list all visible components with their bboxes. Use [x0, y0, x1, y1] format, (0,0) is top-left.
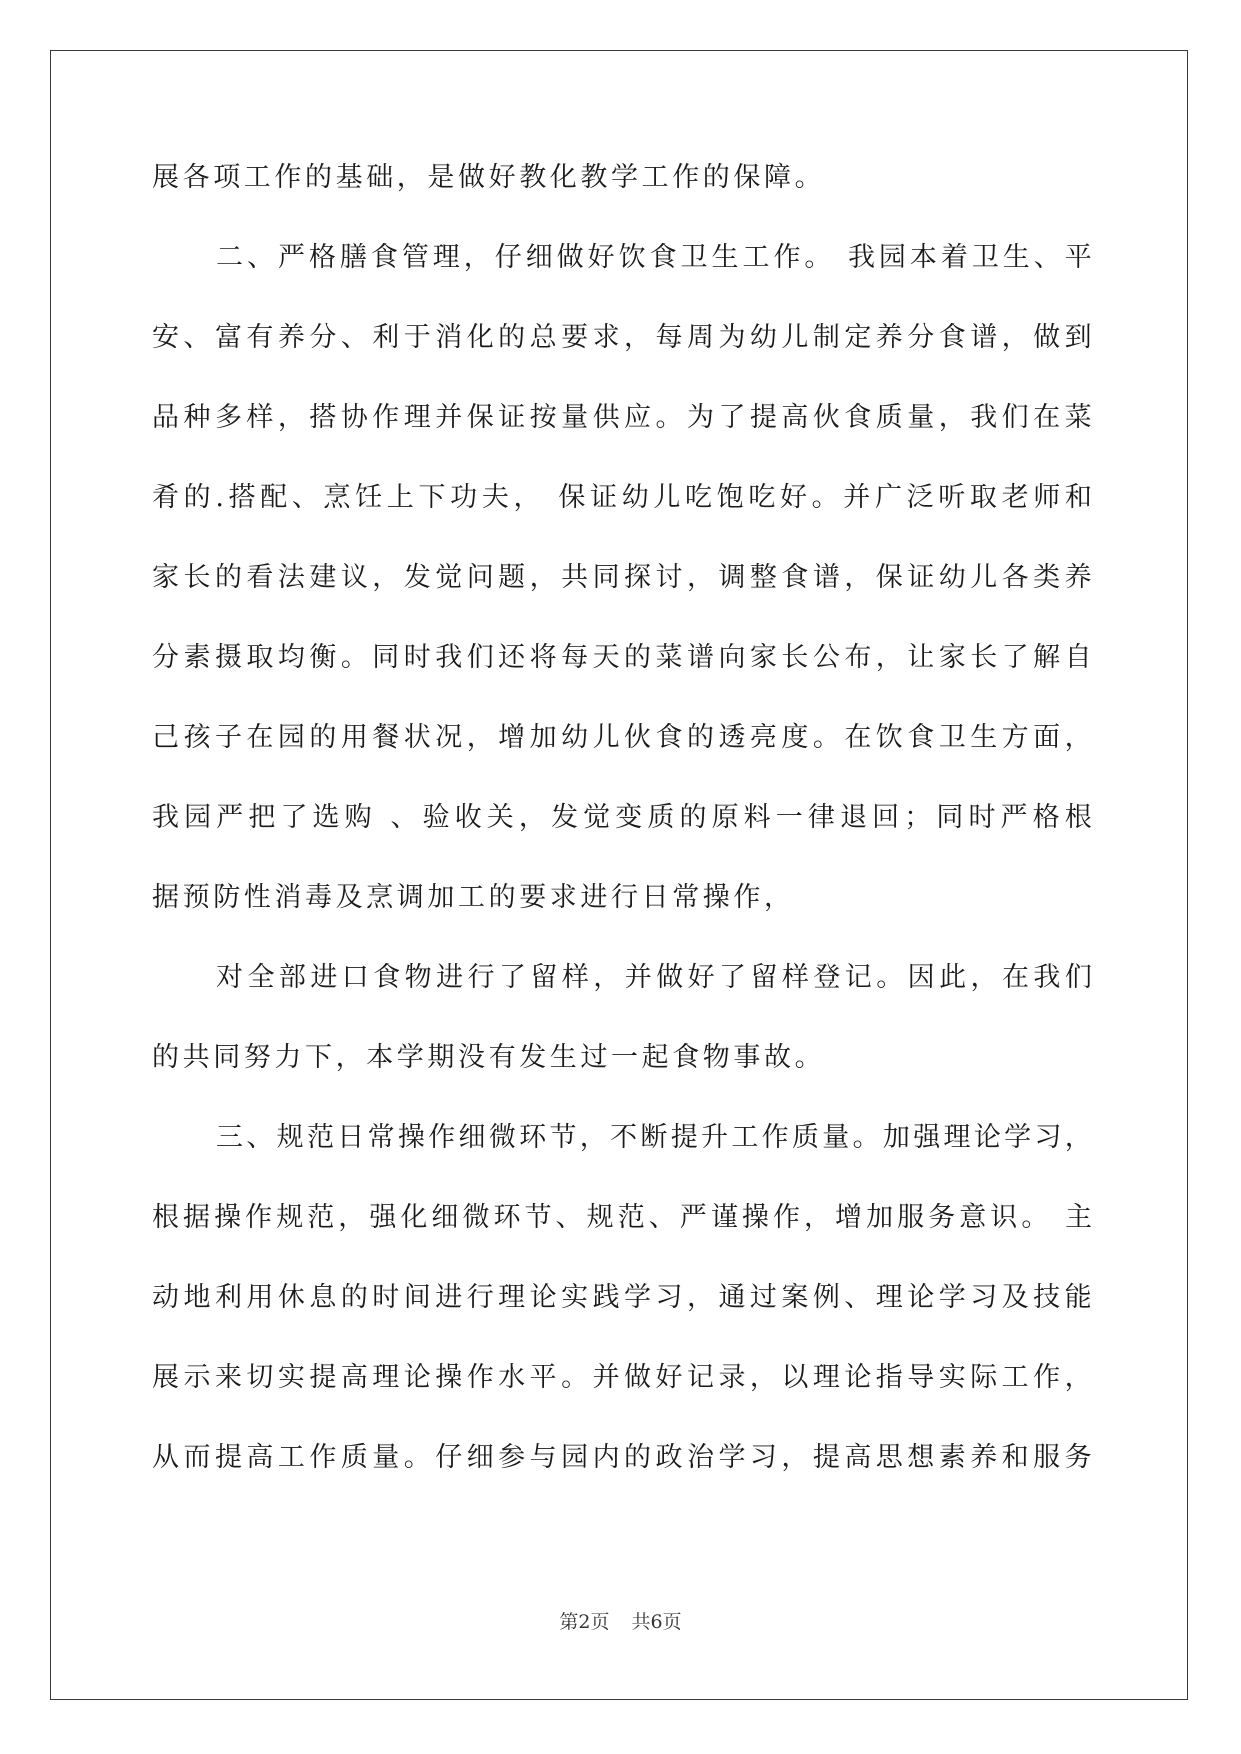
page-footer — [0, 1610, 1241, 1634]
text-line: 对 全 部 进 口 食 物 进 行 了 留 样 ， 并 做 好 了 留 样 登 记 。 因 此 ， 在 我 们 — [216, 962, 1092, 993]
text-line: 根 据 操 作 规 范 ， 强 化 细 微 环 节 、 规 范 、 严 谨 操 作 ， 增 加 服 务 意 识 。 主 — [152, 1202, 1092, 1233]
text-line: 分 素 摄 取 均 衡 。 同 时 我 们 还 将 每 天 的 菜 谱 向 家 长 公 布 ， 让 家 长 了 解 自 — [152, 642, 1092, 673]
page-number: 第2页 — [559, 1611, 610, 1633]
text-line: 我 园 严 把 了 选 购 、 验 收 关 ， 发 觉 变 质 的 原 料 一 律 退 回 ； 同 时 严 格 根 — [152, 802, 1092, 833]
text-line: 安 、 富 有 养 分 、 利 于 消 化 的 总 要 求 ， 每 周 为 幼 儿 制 定 养 分 食 谱 ， 做 到 — [152, 322, 1092, 353]
text-line: 二 、 严 格 膳 食 管 理 ， 仔 细 做 好 饮 食 卫 生 工 作 。 我 园 本 着 卫 生 、 平 — [216, 242, 1092, 273]
text-line: 家 长 的 看 法 建 议 ， 发 觉 问 题 ， 共 同 探 讨 ， 调 整 食 谱 ， 保 证 幼 儿 各 类 养 — [152, 562, 1092, 593]
text-line: 动 地 利 用 休 息 的 时 间 进 行 理 论 实 践 学 习 ， 通 过 案 例 、 理 论 学 习 及 技 能 — [152, 1282, 1092, 1313]
page-total: 共6页 — [631, 1611, 682, 1633]
text-line: 展 示 来 切 实 提 高 理 论 操 作 水 平 。 并 做 好 记 录 ， 以 理 论 指 导 实 际 工 作 ， — [152, 1362, 1092, 1393]
text-line: 品 种 多 样 ， 搭 协 作 理 并 保 证 按 量 供 应 。 为 了 提 高 伙 食 质 量 ， 我 们 在 菜 — [152, 402, 1092, 433]
text-line: 据预防性消毒及烹调加工的要求进行日常操作， — [152, 882, 795, 913]
text-line: 展各项工作的基础，是做好教化教学工作的保障。 — [152, 162, 826, 193]
text-line: 己 孩 子 在 园 的 用 餐 状 况 ， 增 加 幼 儿 伙 食 的 透 亮 度 。 在 饮 食 卫 生 方 面 ， — [152, 722, 1092, 753]
text-line: 肴 的 . 搭 配 、 烹 饪 上 下 功 夫 ， 保 证 幼 儿 吃 饱 吃 好 。 并 广 泛 听 取 老 师 和 — [152, 482, 1092, 513]
document-body — [152, 158, 1092, 1518]
text-line: 从 而 提 高 工 作 质 量 。 仔 细 参 与 园 内 的 政 治 学 习 ， 提 高 思 想 素 养 和 服 务 — [152, 1442, 1092, 1473]
text-line: 的共同努力下，本学期没有发生过一起食物事故。 — [152, 1042, 826, 1073]
text-line: 三 、 规 范 日 常 操 作 细 微 环 节 ， 不 断 提 升 工 作 质 量 。 加 强 理 论 学 习 ， — [216, 1122, 1092, 1153]
